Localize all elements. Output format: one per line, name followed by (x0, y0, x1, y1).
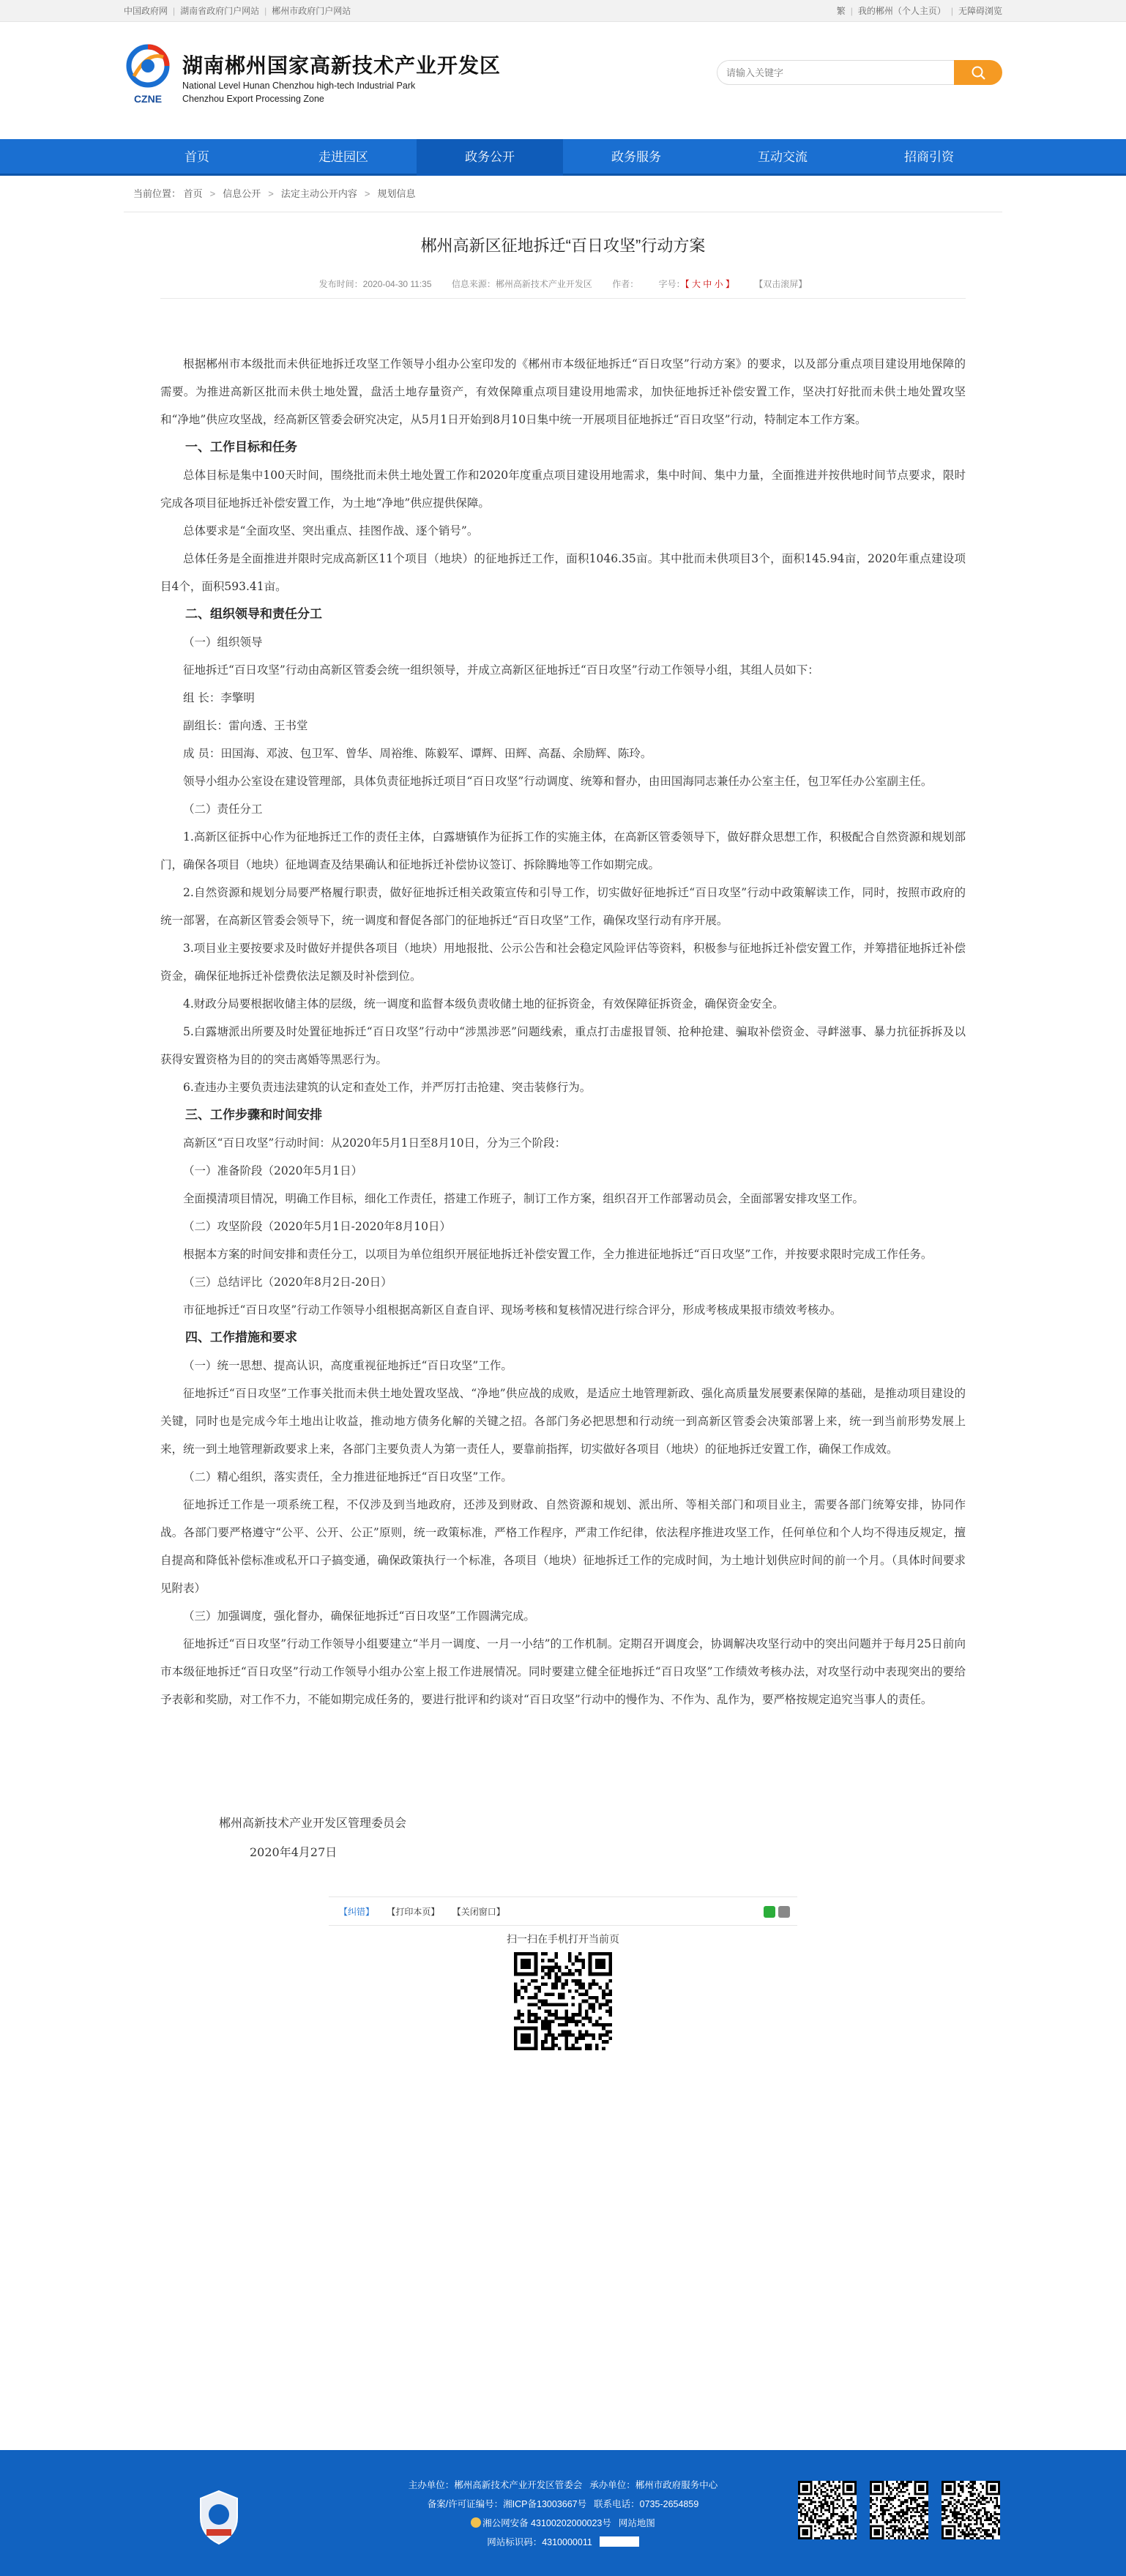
print-link[interactable]: 【打印本页】 (387, 1907, 440, 1917)
body-paragraph: 全面摸清项目情况，明确工作目标，细化工作责任，搭建工作班子，制订工作方案，组织召开工作部署动员会，全面部署安排攻坚工作。 (183, 1192, 865, 1205)
body-paragraph: 市征地拆迁“百日攻坚”行动工作领导小组根据高新区自查自评、现场考核和复核情况进行综合评分，形成考核成果报市绩效考核办。 (183, 1303, 842, 1317)
site-header (124, 22, 1002, 139)
nav-investment[interactable]: 招商引资 (904, 150, 954, 164)
nav-gov-affairs-open[interactable]: 政务公开 (417, 139, 563, 176)
close-window-link[interactable]: 【关闭窗口】 (452, 1907, 505, 1917)
article-title: 郴州高新区征地拆迁“百日攻坚”行动方案 (420, 237, 706, 255)
site-title-en (182, 79, 446, 105)
body-paragraph: 总体目标是集中100天时间，围绕批而未供土地处置工作和2020年度重点项目建设用地需求，集中时间、集中力量，全面推进并按供地时间节点要求，限时完成各项目征地拆迁补偿安置工作，为土地“净地”供应提供保障。 (160, 469, 966, 510)
subsection-heading: （三）总结评比（2020年8月2日-20日） (183, 1276, 392, 1289)
body-paragraph: 总体任务是全面推进并限时完成高新区11个项目（地块）的征地拆迁工作，面积1046.35亩。其中批而未供项目3个，面积145.94亩，2020年重点建设项目4个，面积593.41亩。 (160, 552, 966, 593)
body-paragraph: 副组长：雷向透、王书堂 (183, 719, 308, 732)
correction-link[interactable]: 【纠错】 (339, 1907, 375, 1917)
park-logo-icon (124, 44, 172, 107)
search-button[interactable] (954, 60, 1002, 85)
font-size-switch[interactable]: 【 大 中 小 】 (685, 279, 734, 289)
share-icons (761, 1906, 790, 1935)
weibo-share-icon[interactable] (778, 1906, 790, 1918)
link-traditional[interactable]: 繁 (836, 6, 846, 16)
breadcrumb-statutory[interactable]: 法定主动公开内容 (280, 188, 357, 199)
link-my-chenzhou[interactable]: 我的郴州（个人主页） (857, 6, 946, 16)
link-chenzhou-gov[interactable]: 郴州市政府门户网站 (272, 6, 351, 16)
body-paragraph: 成 员：田国海、邓波、包卫军、曾华、周裕维、陈毅军、谭辉、田辉、高磊、余励辉、陈玲。 (183, 747, 652, 760)
search-input[interactable] (717, 60, 954, 85)
breadcrumb-home[interactable]: 首页 (183, 188, 203, 199)
footer-icp[interactable]: 备案/许可证编号：湘ICP备13003667号 (427, 2499, 587, 2509)
signature (160, 1809, 966, 1867)
section-heading: 二、组织领导和责任分工 (185, 607, 322, 621)
link-accessibility[interactable]: 无障碍浏览 (958, 6, 1002, 16)
footer-organizer: 承办单位：郴州市政府服务中心 (589, 2480, 718, 2490)
footer-qr-1-icon (798, 2481, 857, 2539)
logo-abbr: CZNE (133, 93, 163, 105)
breadcrumb-info-open[interactable]: 信息公开 (223, 188, 261, 199)
wechat-share-icon[interactable] (764, 1906, 775, 1918)
font-size-label: 字号： (658, 279, 685, 289)
top-utility-bar (0, 0, 1126, 22)
subsection-heading: （一）准备阶段（2020年5月1日） (183, 1164, 363, 1177)
main-nav (0, 139, 1126, 176)
nav-about-park[interactable]: 走进园区 (318, 150, 368, 164)
footer-qr-codes (798, 2481, 1000, 2543)
body-paragraph: 征地拆迁“百日攻坚”行动工作领导小组要建立“半月一调度、一月一小结”的工作机制。定期召开调度会，协调解决攻坚行动中的突出问题并于每月25日前向市本级征地拆迁“百日攻坚”行动工作领导小组办公室上报工作进展情况。同时要建立健全征地拆迁“百日攻坚”工作绩效考核办法，对攻坚行动中表现突出的要给予表彰和奖励，对工作不力，不能如期完成任务的，要进行批评和约谈对“百日攻坚”行动中的慢作为、不作为、乱作为，要严格按规定追究当事人的责任。 (160, 1637, 966, 1706)
footer-host: 主办单位：郴州高新技术产业开发区管委会 (408, 2480, 583, 2490)
body-paragraph: 1.高新区征拆中心作为征地拆迁工作的责任主体，白露塘镇作为征拆工作的实施主体，在高新区管委领导下，做好群众思想工作，积极配合自然资源和规划部门，确保各项目（地块）征地调查及结果确认和征地拆迁补偿协议签订、拆除腾地等工作如期完成。 (160, 830, 966, 871)
body-paragraph: 征地拆迁工作是一项系统工程，不仅涉及到当地政府，还涉及到财政、自然资源和规划、派出所、等相关部门和项目业主，需要各部门统筹安排，协同作战。各部门要严格遵守“公平、公开、公正”原则，统一政策标准，严格工作程序，严肃工作纪律，依法程序推进攻坚工作，任何单位和个人均不得违反规定，擅自提高和降低补偿标准或私开口子搞变通，确保政策执行一个标准，各项目（地块）征地拆迁工作的完成时间，为土地计划供应时间的前一个月。（具体时间要求见附表） (160, 1498, 966, 1595)
article-body (160, 299, 966, 1713)
footer-qr-2-icon (870, 2481, 928, 2539)
section-heading: 四、工作措施和要求 (185, 1330, 297, 1344)
search-box (717, 60, 1002, 85)
link-hunan-gov[interactable]: 湖南省政府门户网站 (180, 6, 260, 16)
body-paragraph: 根据郴州市本级批而未供征地拆迁攻坚工作领导小组办公室印发的《郴州市本级征地拆迁“百日攻坚”行动方案》的要求，以及部分重点项目建设用地保障的需要。为推进高新区批而未供土地处置，盘活土地存量资产，有效保障重点项目建设用地需求，加快征地拆迁补偿安置工作，坚决打好批而未供土地处置攻坚和“净地”供应攻坚战，经高新区管委会研究决定，从5月1日开始到8月10日集中统一开展项目征地拆迁“百日攻坚”行动，特制定本工作方案。 (160, 357, 966, 426)
body-paragraph: 2.自然资源和规划分局要严格履行职责，做好征地拆迁相关政策宣传和引导工作，切实做好征地拆迁“百日攻坚”行动中政策解读工作，同时，按照市政府的统一部署，在高新区管委会领导下，统一调度和督促各部门的征地拆迁“百日攻坚”工作，确保攻坚行动有序开展。 (160, 886, 966, 927)
link-gov-cn[interactable]: 中国政府网 (124, 6, 168, 16)
nav-interaction[interactable]: 互动交流 (758, 150, 808, 164)
search-icon (970, 64, 986, 81)
section-heading: 三、工作步骤和时间安排 (185, 1108, 322, 1122)
footer-qr-3-icon (942, 2481, 1000, 2539)
site-title: 湖南郴州国家高新技术产业开发区 (182, 54, 502, 77)
breadcrumb-label: 当前位置： (133, 188, 182, 199)
body-paragraph: 3.项目业主要按要求及时做好并提供各项目（地块）用地报批、公示公告和社会稳定风险评估等资料，积极参与征地拆迁补偿安置工作，并筹措征地拆迁补偿资金，确保征地拆迁补偿费依法足额及时补偿到位。 (160, 942, 966, 983)
article-meta (160, 269, 966, 299)
footer-site-code: 网站标识码：4310000011 (487, 2537, 592, 2547)
body-paragraph: 征地拆迁“百日攻坚”工作事关批而未供土地处置攻坚战、“净地”供应战的成败，是适应土地管理新政、强化高质量发展要素保障的基础，是推动项目建设的关键，同时也是完成今年土地出让收益，推动地方债务化解的关键之招。各部门务必把思想和行动统一到高新区管委会决策部署上来，统一到当前形势发展上来，统一到土地管理新政要求上来，各部门主要负责人为第一责任人，要靠前指挥，切实做好各项目（地块）的征地拆迁安置工作，确保工作成效。 (160, 1387, 966, 1456)
nav-home[interactable]: 首页 (184, 150, 209, 164)
subsection-heading: （二）精心组织，落实责任，全力推进征地拆迁“百日攻坚”工作。 (183, 1470, 512, 1484)
section-heading: 一、工作目标和任务 (185, 440, 297, 454)
body-paragraph: 组 长：李擎明 (183, 691, 255, 704)
top-left-links: 中国政府网 | 湖南省政府门户网站 | 郴州市政府门户网站 (124, 6, 351, 16)
body-paragraph: 4.财政分局要根据收储主体的层级，统一调度和监督本级负责收储土地的征拆资金，有效保障征拆资金，确保资金安全。 (183, 997, 784, 1010)
subsection-heading: （二）责任分工 (183, 803, 263, 816)
nav-gov-service[interactable]: 政务服务 (611, 150, 661, 164)
police-badge-icon (471, 2517, 481, 2528)
body-paragraph: 6.查违办主要负责违法建筑的认定和查处工作，并严厉打击抢建、突击装修行为。 (183, 1081, 592, 1094)
sign-date: 2020年4月27日 (250, 1845, 338, 1859)
article (160, 212, 966, 1867)
body-paragraph: 5.白露塘派出所要及时处置征地拆迁“百日攻坚”行动中“涉黑涉恶”问题线索，重点打击虚报冒领、抢种抢建、骗取补偿资金、寻衅滋事、暴力抗征拆拆及以获得安置资格为目的的突击离婚等黑恶行为。 (160, 1025, 966, 1066)
subsection-heading: （一）统一思想、提高认识，高度重视征地拆迁“百日攻坚”工作。 (183, 1359, 512, 1372)
subsection-heading: （二）攻坚阶段（2020年5月1日-2020年8月10日） (183, 1220, 451, 1233)
body-paragraph: 征地拆迁“百日攻坚”行动由高新区管委会统一组织领导，并成立高新区征地拆迁“百日攻坚”行动工作领导小组，其组人员如下： (183, 663, 819, 677)
footer-sitemap[interactable]: 网站地图 (618, 2518, 655, 2528)
body-paragraph: 领导小组办公室设在建设管理部，具体负责征地拆迁项目“百日攻坚”行动调度、统筹和督办，由田国海同志兼任办公室主任，包卫军任办公室副主任。 (183, 775, 933, 788)
body-paragraph: 根据本方案的时间安排和责任分工，以项目为单位组织开展征地拆迁补偿安置工作，全力推进征地拆迁“百日攻坚”工作，并按要求限时完成工作任务。 (183, 1248, 933, 1261)
sign-org: 郴州高新技术产业开发区管理委员会 (219, 1816, 407, 1830)
breadcrumb: 当前位置： 首页 > 信息公开 > 法定主动公开内容 > 规划信息 (124, 176, 1002, 212)
top-right-links: 繁 | 我的郴州（个人主页） | 无障碍浏览 (836, 6, 1002, 16)
subsection-heading: （一）组织领导 (183, 636, 263, 649)
dna-badge-icon (600, 2536, 639, 2547)
info-source: 信息来源：郴州高新技术产业开发区 (451, 279, 592, 289)
page-qr-code-icon (514, 1952, 612, 2050)
site-title-en-line2: Chenzhou Export Processing Zone (182, 94, 324, 104)
qr-caption: 扫一扫在手机打开当前页 (507, 1933, 619, 1945)
article-tools (329, 1896, 797, 1926)
author: 作者： (612, 279, 639, 289)
site-title-en-line1: National Level Hunan Chenzhou high-tech Industrial Park (182, 81, 416, 91)
body-paragraph: 总体要求是“全面攻坚、突出重点、挂图作战、逐个销号”。 (183, 524, 479, 537)
footer-phone: 联系电话：0735-2654859 (594, 2499, 699, 2509)
site-footer (0, 2450, 1126, 2576)
body-paragraph: 高新区“百日攻坚”行动时间：从2020年5月1日至8月10日，分为三个阶段： (183, 1136, 567, 1150)
publish-time: 发布时间：2020-04-30 11:35 (318, 279, 432, 289)
subsection-heading: （三）加强调度，强化督办，确保征地拆迁“百日攻坚”工作圆满完成。 (183, 1609, 535, 1623)
dblclick-scroll[interactable]: 【双击滚屏】 (754, 279, 808, 289)
breadcrumb-planning[interactable]: 规划信息 (377, 188, 416, 199)
footer-police-record[interactable]: 湘公网安备 43100202000023号 (482, 2518, 611, 2528)
